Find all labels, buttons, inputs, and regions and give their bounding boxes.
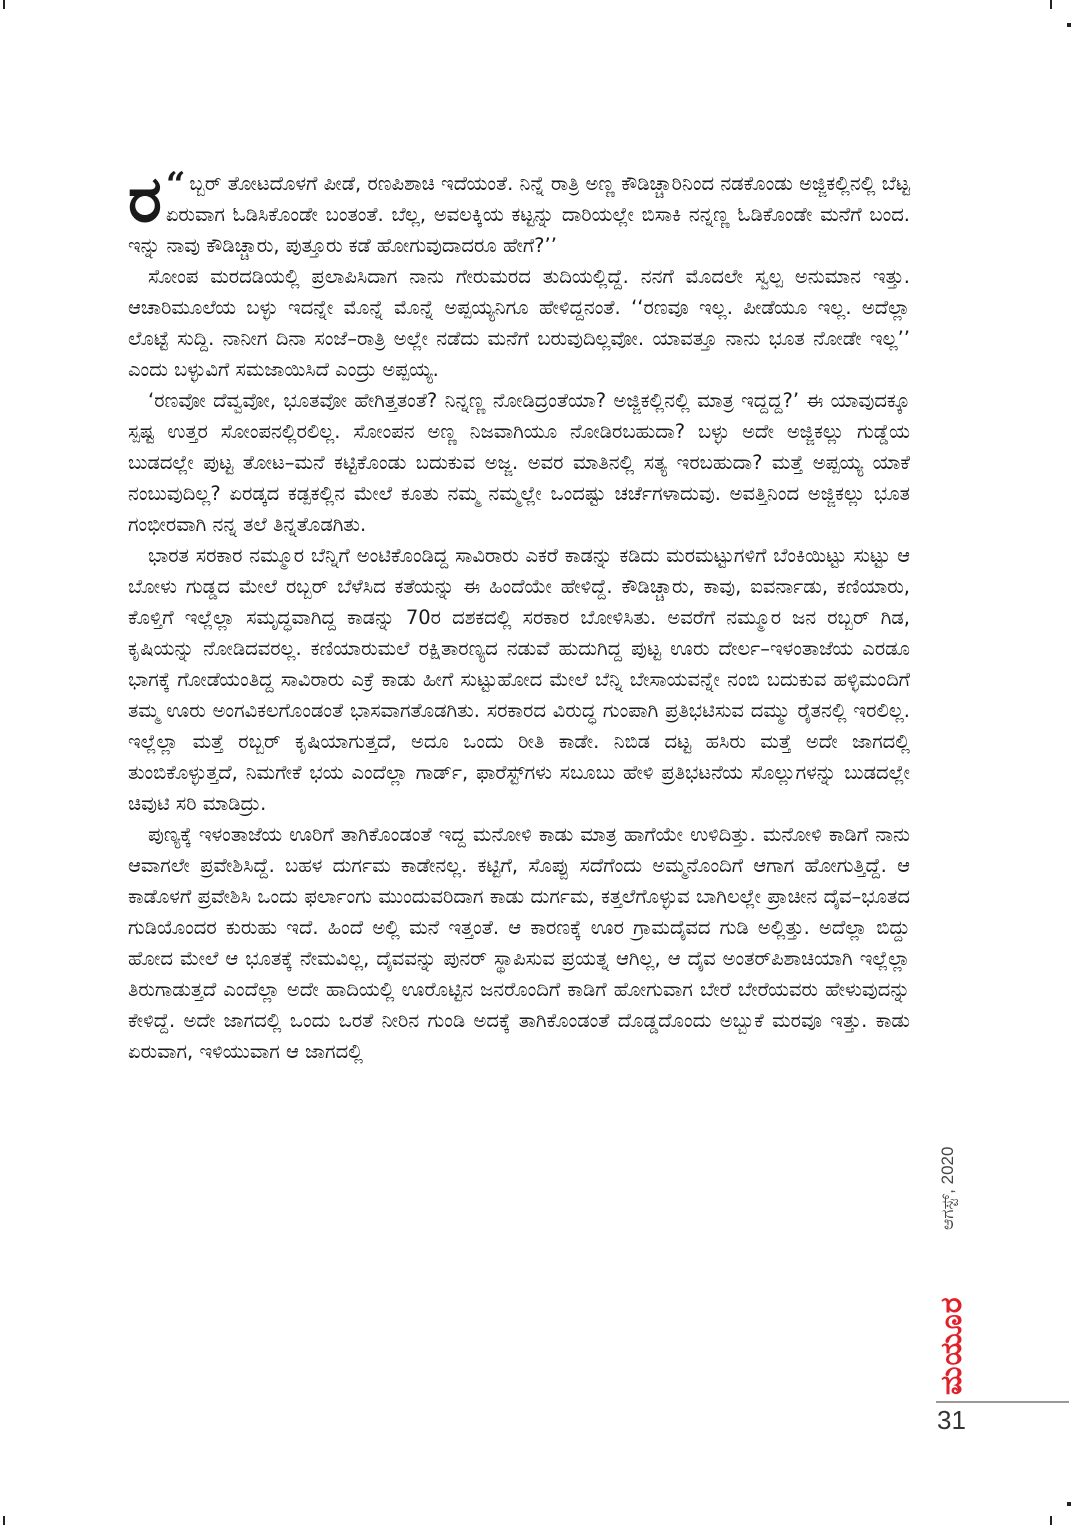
page-sidebar (930, 1100, 1070, 1440)
page-number-rule (936, 1401, 1069, 1403)
crop-mark-top-left (3, 0, 5, 9)
crop-mark-top-right (1050, 0, 1052, 9)
magazine-logo: ಮಯೂರ (934, 1296, 969, 1395)
crop-mark-dot-bottom-right (1067, 1502, 1071, 1506)
issue-date: ಆಗಸ್ಟ್, 2020 (938, 1146, 957, 1230)
crop-mark-bottom-right (1050, 1516, 1052, 1525)
drop-cap: ರ (128, 163, 162, 237)
article-paragraph-2: ಸೋಂಪ ಮರದಡಿಯಲ್ಲಿ ಪ್ರಲಾಪಿಸಿದಾಗ ನಾನು ಗೇರುಮರದ ತುದಿಯಲ್ಲಿದ್ದೆ. ನನಗೆ ಮೊದಲೇ ಸ್ವಲ್ಪ ಅನುಮಾನ ಇತ್ತು. ಆಚಾರಿಮೂಲೆಯ ಬಳ್ಳು ಇದನ್ನೇ ಮೊನ್ನೆ ಮೊನ್ನೆ ಅಪ್ಪಯ್ಯನಿಗೂ ಹೇಳಿದ್ದನಂತೆ. ‘‘ರಣವೂ ಇಲ್ಲ. ಪೀಡೆಯೂ ಇಲ್ಲ. ಅದೆಲ್ಲಾ ಲೊಟ್ಟೆ ಸುದ್ದಿ. ನಾನೀಗ ದಿನಾ ಸಂಜೆ–ರಾತ್ರಿ ಅಲ್ಲೇ ನಡೆದು ಮನೆಗೆ ಬರುವುದಿಲ್ಲವೋ. ಯಾವತ್ತೂ ನಾನು ಭೂತ ನೋಡೇ ಇಲ್ಲ’’ ಎಂದು ಬಳ್ಳುವಿಗೆ ಸಮಜಾಯಿಸಿದೆ ಎಂದ್ರು ಅಪ್ಪಯ್ಯ. (128, 265, 910, 381)
page-number: 31 (937, 1405, 966, 1435)
article-paragraph-4: ಭಾರತ ಸರಕಾರ ನಮ್ಮೂರ ಬೆನ್ನಿಗೆ ಅಂಟಿಕೊಂಡಿದ್ದ ಸಾವಿರಾರು ಎಕರೆ ಕಾಡನ್ನು ಕಡಿದು ಮರಮಟ್ಟುಗಳಿಗೆ ಬೆಂಕಿಯಿಟ್ಟು ಸುಟ್ಟು ಆ ಬೋಳು ಗುಡ್ಡದ ಮೇಲೆ ರಬ್ಬರ್ ಬೆಳೆಸಿದ ಕತೆಯನ್ನು ಈ ಹಿಂದೆಯೇ ಹೇಳಿದ್ದೆ. ಕೌಡಿಚ್ಚಾರು, ಕಾವು, ಐವರ್ನಾಡು, ಕಣಿಯಾರು, ಕೊಳ್ತಿಗೆ ಇಲ್ಲೆಲ್ಲಾ ಸಮೃದ್ಧವಾಗಿದ್ದ ಕಾಡನ್ನು 70ರ ದಶಕದಲ್ಲಿ ಸರಕಾರ ಬೋಳಿಸಿತು. ಅವರೆಗೆ ನಮ್ಮೂರ ಜನ ರಬ್ಬರ್ ಗಿಡ, ಕೃಷಿಯನ್ನು ನೋಡಿದವರಲ್ಲ. ಕಣಿಯಾರುಮಲೆ ರಕ್ಷಿತಾರಣ್ಯದ ನಡುವೆ ಹುದುಗಿದ್ದ ಪುಟ್ಟ ಊರು ದೇರ್ಲ–ಇಳಂತಾಜೆಯ ಎರಡೂ ಭಾಗಕ್ಕೆ ಗೋಡೆಯಂತಿದ್ದ ಸಾವಿರಾರು ಎಕ್ರೆ ಕಾಡು ಹೀಗೆ ಸುಟ್ಟುಹೋದ ಮೇಲೆ ಬೆನ್ನಿ ಬೇಸಾಯವನ್ನೇ ನಂಬಿ ಬದುಕುವ ಹಳ್ಳಿಮಂದಿಗೆ ತಮ್ಮ ಊರು ಅಂಗವಿಕಲಗೊಂಡಂತೆ ಭಾಸವಾಗತೊಡಗಿತು. ಸರಕಾರದ ವಿರುದ್ಧ ಗುಂಪಾಗಿ ಪ್ರತಿಭಟಿಸುವ ದಮ್ಮು ರೈತನಲ್ಲಿ ಇರಲಿಲ್ಲ. ಇಲ್ಲೆಲ್ಲಾ ಮತ್ತೆ ರಬ್ಬರ್ ಕೃಷಿಯಾಗುತ್ತದೆ, ಅದೂ ಒಂದು ರೀತಿ ಕಾಡೇ. ನಿಬಿಡ ದಟ್ಟ ಹಸಿರು ಮತ್ತೆ ಅದೇ ಜಾಗದಲ್ಲಿ ತುಂಬಿಕೊಳ್ಳುತ್ತದೆ, ನಿಮಗೇಕೆ ಭಯ ಎಂದೆಲ್ಲಾ ಗಾರ್ಡ್, ಫಾರೆಸ್ಟ್‌ಗಳು ಸಬೂಬು ಹೇಳಿ ಪ್ರತಿಭಟನೆಯ ಸೊಲ್ಲುಗಳನ್ನು ಬುಡದಲ್ಲೇ ಚಿವುಟಿ ಸರಿ ಮಾಡಿದ್ರು. (128, 544, 910, 815)
crop-mark-bottom-left (3, 1516, 5, 1525)
paragraph-text: ಬ್ಬರ್ ತೋಟದೊಳಗೆ ಪೀಡೆ, ರಣಪಿಶಾಚಿ ಇದೆಯಂತೆ. ನಿನ್ನೆ ರಾತ್ರಿ ಅಣ್ಣ ಕೌಡಿಚ್ಚಾರಿನಿಂದ ನಡಕೊಂಡು ಅಜ್ಜಿಕಲ್ಲಿನಲ್ಲಿ ಬೆಟ್ಟ ಏರುವಾಗ ಓಡಿಸಿಕೊಂಡೇ ಬಂತಂತೆ. ಬೆಲ್ಲ, ಅವಲಕ್ಕಿಯ ಕಟ್ಟನ್ನು ದಾರಿಯಲ್ಲೇ ಬಿಸಾಕಿ ನನ್ನಣ್ಣ ಓಡಿಕೊಂಡೇ ಮನೆಗೆ ಬಂದ. ಇನ್ನು ನಾವು ಕೌಡಿಚ್ಚಾರು, ಪುತ್ತೂರು ಕಡೆ ಹೋಗುವುದಾದರೂ ಹೇಗೆ?’’ (128, 172, 910, 257)
article-paragraph-5: ಪುಣ್ಯಕ್ಕೆ ಇಳಂತಾಜೆಯ ಊರಿಗೆ ತಾಗಿಕೊಂಡಂತೆ ಇದ್ದ ಮನೋಳಿ ಕಾಡು ಮಾತ್ರ ಹಾಗೆಯೇ ಉಳಿದಿತ್ತು. ಮನೋಳಿ ಕಾಡಿಗೆ ನಾನು ಆವಾಗಲೇ ಪ್ರವೇಶಿಸಿದ್ದೆ. ಬಹಳ ದುರ್ಗಮ ಕಾಡೇನಲ್ಲ. ಕಟ್ಟಿಗೆ, ಸೊಪ್ಪು ಸದೆಗೆಂದು ಅಮ್ಮನೊಂದಿಗೆ ಆಗಾಗ ಹೋಗುತ್ತಿದ್ದೆ. ಆ ಕಾಡೊಳಗೆ ಪ್ರವೇಶಿಸಿ ಒಂದು ಫರ್ಲಾಂಗು ಮುಂದುವರಿದಾಗ ಕಾಡು ದುರ್ಗಮ, ಕತ್ತಲೆಗೊಳ್ಳುವ ಬಾಗಿಲಲ್ಲೇ ಪ್ರಾಚೀನ ದೈವ–ಭೂತದ ಗುಡಿಯೊಂದರ ಕುರುಹು ಇದೆ. ಹಿಂದೆ ಅಲ್ಲಿ ಮನೆ ಇತ್ತಂತೆ. ಆ ಕಾರಣಕ್ಕೆ ಊರ ಗ್ರಾಮದೈವದ ಗುಡಿ ಅಲ್ಲಿತ್ತು. ಅದೆಲ್ಲಾ ಬಿದ್ದು ಹೋದ ಮೇಲೆ ಆ ಭೂತಕ್ಕೆ ನೇಮವಿಲ್ಲ, ದೈವವನ್ನು ಪುನರ್ ಸ್ಥಾಪಿಸುವ ಪ್ರಯತ್ನ ಆಗಿಲ್ಲ, ಆ ದೈವ ಅಂತರ್‌ಪಿಶಾಚಿಯಾಗಿ ಇಲ್ಲೆಲ್ಲಾ ತಿರುಗಾಡುತ್ತದೆ ಎಂದೆಲ್ಲಾ ಅದೇ ಹಾದಿಯಲ್ಲಿ ಊರೊಟ್ಟಿನ ಜನರೊಂದಿಗೆ ಕಾಡಿಗೆ ಹೋಗುವಾಗ ಬೇರೆ ಬೇರೆಯವರು ಹೇಳುವುದನ್ನು ಕೇಳಿದ್ದೆ. ಅದೇ ಜಾಗದಲ್ಲಿ ಒಂದು ಒರತೆ ನೀರಿನ ಗುಂಡಿ ಅದಕ್ಕೆ ತಾಗಿಕೊಂಡಂತೆ ದೊಡ್ಡದೊಂದು ಅಬ್ಬುಕೆ ಮರವೂ ಇತ್ತು. ಕಾಡು ಏರುವಾಗ, ಇಳಿಯುವಾಗ ಆ ಜಾಗದಲ್ಲಿ (128, 823, 910, 1063)
opening-quote-mark: “ (165, 165, 186, 205)
crop-mark-dot-top-right (1067, 23, 1071, 27)
article-paragraph-3: ‘ರಣವೋ ದೆವ್ವವೋ, ಭೂತವೋ ಹೇಗಿತ್ತತಂತೆ? ನಿನ್ನಣ್ಣ ನೋಡಿದ್ರಂತೆಯಾ? ಅಜ್ಜಿಕಲ್ಲಿನಲ್ಲಿ ಮಾತ್ರ ಇದ್ದದ್ದ?’ ಈ ಯಾವುದಕ್ಕೂ ಸ್ಪಷ್ಟ ಉತ್ತರ ಸೋಂಪನಲ್ಲಿರಲಿಲ್ಲ. ಸೋಂಪನ ಅಣ್ಣ ನಿಜವಾಗಿಯೂ ನೋಡಿರಬಹುದಾ? ಬಳ್ಳು ಅದೇ ಅಜ್ಜಿಕಲ್ಲು ಗುಡ್ಡೆಯ ಬುಡದಲ್ಲೇ ಪುಟ್ಟ ತೋಟ–ಮನೆ ಕಟ್ಟಿಕೊಂಡು ಬದುಕುವ ಅಜ್ಜ. ಅವರ ಮಾತಿನಲ್ಲಿ ಸತ್ಯ ಇರಬಹುದಾ? ಮತ್ತೆ ಅಪ್ಪಯ್ಯ ಯಾಕೆ ನಂಬುವುದಿಲ್ಲ? ಏರಡ್ಕದ ಕಡ್ಪಕಲ್ಲಿನ ಮೇಲೆ ಕೂತು ನಮ್ಮ ನಮ್ಮಲ್ಲೇ ಒಂದಷ್ಟು ಚರ್ಚೆಗಳಾದುವು. ಅವತ್ತಿನಿಂದ ಅಜ್ಜಿಕಲ್ಲು ಭೂತ ಗಂಭೀರವಾಗಿ ನನ್ನ ತಲೆ ತಿನ್ನತೊಡಗಿತು. (128, 389, 910, 536)
article-body (128, 163, 910, 1067)
article-paragraph-1 (128, 163, 910, 261)
